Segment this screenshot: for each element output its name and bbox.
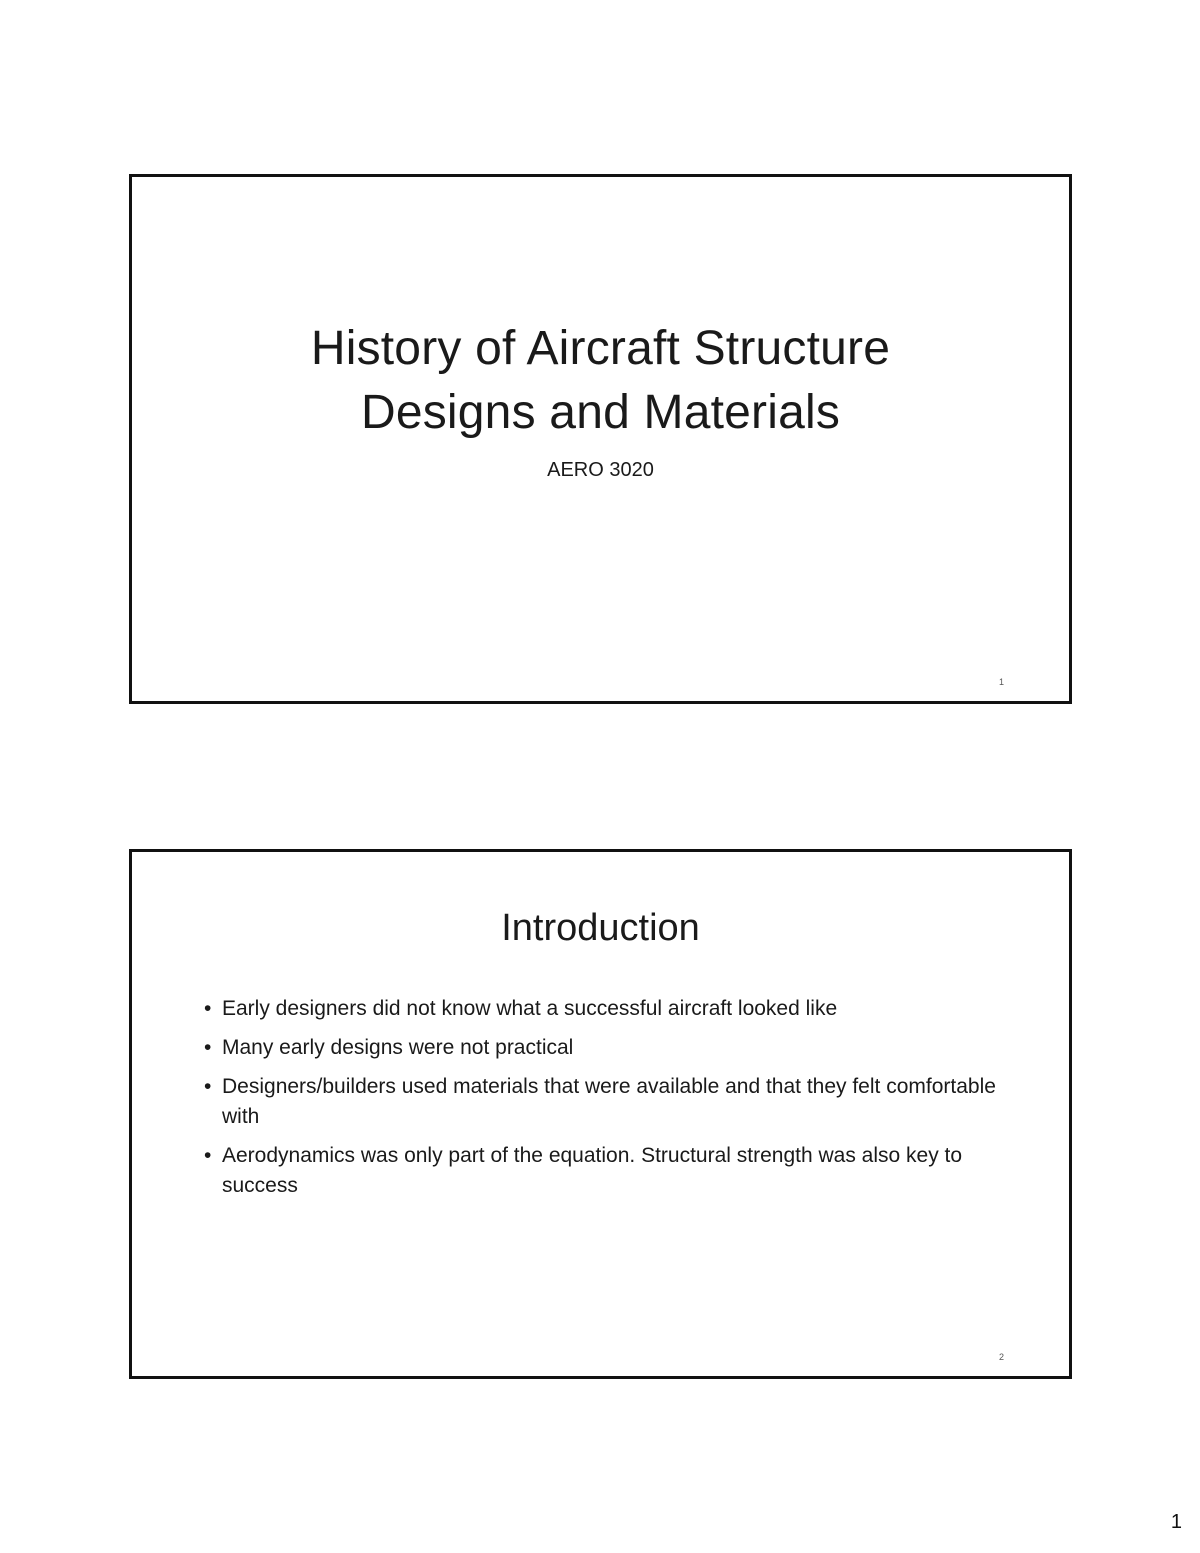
bullet-text: Early designers did not know what a successful aircraft looked like	[222, 997, 838, 1020]
slide-heading: Introduction	[501, 907, 700, 949]
slide-1	[129, 174, 1072, 704]
bullet-text: Many early designs were not practical	[222, 1036, 574, 1059]
list-item	[204, 1141, 999, 1201]
list-item	[204, 1072, 999, 1132]
slide-subtitle: AERO 3020	[547, 459, 654, 481]
title-block	[132, 317, 1069, 483]
slide-number: 1	[998, 677, 1004, 687]
list-item	[204, 994, 999, 1024]
page-number: 1	[1170, 1511, 1182, 1533]
bullet-list	[204, 994, 999, 1210]
list-item	[204, 1033, 999, 1063]
bullet-marker: •	[204, 1075, 212, 1098]
bullet-marker: •	[204, 1036, 212, 1059]
slide-2	[129, 849, 1072, 1379]
slide-title-line-1: History of Aircraft Structure	[310, 322, 891, 375]
slide-number: 2	[998, 1352, 1004, 1362]
bullet-text: Designers/builders used materials that were available and that they felt comfortable with	[222, 1075, 996, 1128]
slide-title-line-2: Designs and Materials	[360, 386, 841, 439]
bullet-marker: •	[204, 997, 212, 1020]
bullet-marker: •	[204, 1144, 212, 1167]
bullet-text: Aerodynamics was only part of the equation. Structural strength was also key to success	[222, 1144, 963, 1197]
